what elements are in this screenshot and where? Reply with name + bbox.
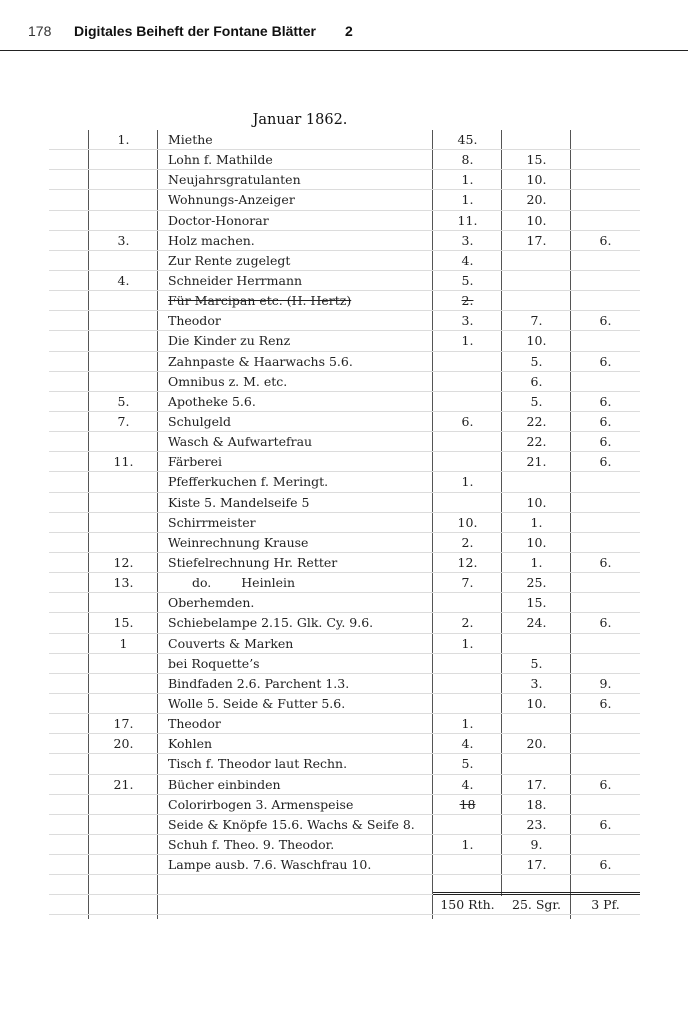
entry-sgr: 10. [526, 333, 547, 349]
entry-sgr: 20. [526, 192, 547, 208]
entry-sgr: 18. [526, 796, 547, 812]
entry-rth: 1. [461, 333, 474, 349]
entry-item: Theodor [168, 716, 221, 732]
entry-rth: 10. [457, 514, 478, 530]
entry-item: Wolle 5. Seide & Futter 5.6. [168, 695, 346, 711]
entry-rth: 2. [461, 534, 474, 550]
ledger-row [49, 553, 640, 573]
entry-item: Bindfaden 2.6. Parchent 1.3. [168, 675, 350, 691]
ledger-row [49, 855, 640, 875]
total-row [49, 895, 640, 915]
entry-sgr: 15. [526, 152, 547, 168]
ledger-row [49, 754, 640, 774]
entry-sgr: 5. [530, 655, 543, 671]
entry-date: 13. [113, 575, 134, 591]
entry-item: Weinrechnung Krause [168, 534, 309, 550]
entry-pf: 6. [599, 615, 612, 631]
ledger-row [49, 472, 640, 492]
ledger-row [49, 372, 640, 392]
entry-pf: 6. [599, 313, 612, 329]
entry-date: 11. [113, 454, 134, 470]
entry-pf: 6. [599, 816, 612, 832]
entry-item: Couverts & Marken [168, 635, 294, 651]
entry-pf: 6. [599, 393, 612, 409]
entry-rth: 45. [457, 132, 478, 147]
entry-rth: 1. [461, 836, 474, 852]
ledger-row [49, 694, 640, 714]
ledger-row [49, 392, 640, 412]
entry-rth: 3. [461, 232, 474, 248]
entry-rth: 1. [461, 635, 474, 651]
entry-date: 20. [113, 736, 134, 752]
entry-item: Bücher einbinden [168, 776, 281, 792]
entry-rth: 12. [457, 554, 478, 570]
entry-sgr: 6. [530, 373, 543, 389]
ledger-row [49, 734, 640, 754]
entry-pf: 6. [599, 554, 612, 570]
entry-item: Miethe [168, 132, 213, 147]
entry-sgr: 20. [526, 736, 547, 752]
ledger-row [49, 412, 640, 432]
entry-item: Kiste 5. Mandelseife 5 [168, 494, 310, 510]
entry-rth: 5. [461, 756, 474, 772]
entry-rth: 7. [461, 575, 474, 591]
entry-item: Lohn f. Mathilde [168, 152, 273, 168]
entry-sgr: 23. [526, 816, 547, 832]
ledger-rows [49, 130, 640, 895]
entry-item: Stiefelrechnung Hr. Retter [168, 554, 338, 570]
entry-item: Wasch & Aufwartefrau [168, 434, 313, 450]
total-rth: 150 Rth. [440, 897, 495, 913]
entry-date: 17. [113, 716, 134, 732]
entry-date: 1. [117, 132, 130, 147]
entry-rth: 6. [461, 413, 474, 429]
entry-rth: 18 [459, 796, 476, 812]
entry-item: Schneider Herrmann [168, 272, 303, 288]
entry-rth: 8. [461, 152, 474, 168]
entry-pf: 6. [599, 454, 612, 470]
ledger-table [49, 130, 640, 915]
entry-date: 21. [113, 776, 134, 792]
entry-item: Für Marcipan etc. (H. Hertz) [168, 293, 352, 309]
table-title: Januar 1862. [252, 112, 348, 128]
ledger-row [49, 190, 640, 210]
entry-sgr: 17. [526, 776, 547, 792]
entry-item: Doctor-Honorar [168, 212, 269, 228]
entry-sgr: 22. [526, 434, 547, 450]
entry-date: 1 [119, 635, 128, 651]
entry-rth: 1. [461, 474, 474, 490]
entry-rth: 1. [461, 716, 474, 732]
entry-item: Apotheke 5.6. [168, 393, 256, 409]
entry-sgr: 10. [526, 212, 547, 228]
ledger-row [49, 432, 640, 452]
entry-date: 7. [117, 413, 130, 429]
ledger-row [49, 593, 640, 613]
entry-sgr: 17. [526, 857, 547, 873]
entry-item: Wohnungs-Anzeiger [168, 192, 295, 208]
entry-item-name: Heinlein [241, 575, 296, 591]
entry-date: 15. [113, 615, 134, 631]
entry-pf: 6. [599, 434, 612, 450]
journal-title: Digitales Beiheft der Fontane Blätter [74, 23, 316, 39]
ledger-row [49, 291, 640, 311]
entry-rth: 1. [461, 192, 474, 208]
entry-sgr: 10. [526, 534, 547, 550]
ledger-row [49, 130, 640, 150]
entry-pf: 6. [599, 695, 612, 711]
entry-sgr: 21. [526, 454, 547, 470]
entry-item: Colorirbogen 3. Armenspeise [168, 796, 354, 812]
entry-rth: 11. [457, 212, 478, 228]
entry-rth: 4. [461, 736, 474, 752]
entry-pf: 6. [599, 413, 612, 429]
sum-double-rule [433, 892, 640, 895]
ledger-row [49, 613, 640, 633]
ledger-row [49, 493, 640, 513]
entry-rth: 2. [461, 293, 474, 309]
entry-rth: 5. [461, 272, 474, 288]
ledger-row [49, 815, 640, 835]
running-head [0, 0, 688, 51]
ledger-row [49, 211, 640, 231]
entry-rth: 4. [461, 776, 474, 792]
entry-item: Kohlen [168, 736, 213, 752]
entry-item [168, 575, 295, 591]
ledger-row [49, 352, 640, 372]
ledger-row [49, 714, 640, 734]
entry-item: Pfefferkuchen f. Meringt. [168, 474, 329, 490]
page-number: 178 [28, 23, 52, 39]
entry-date: 5. [117, 393, 130, 409]
entry-pf: 6. [599, 776, 612, 792]
ledger-row [49, 573, 640, 593]
entry-date: 4. [117, 272, 130, 288]
entry-item: Holz machen. [168, 232, 255, 248]
ledger-row [49, 795, 640, 815]
issue-number: 2 [345, 23, 353, 39]
entry-sgr: 5. [530, 353, 543, 369]
entry-rth: 2. [461, 615, 474, 631]
ledger-row [49, 533, 640, 553]
entry-sgr: 7. [530, 313, 543, 329]
ditto-mark: do. [192, 575, 212, 591]
entry-item: bei Roquette’s [168, 655, 260, 671]
ledger-row [49, 452, 640, 472]
total-sgr: 25. Sgr. [512, 897, 561, 913]
entry-item: Schiebelampe 2.15. Glk. Cy. 9.6. [168, 615, 374, 631]
entry-sgr: 15. [526, 595, 547, 611]
ledger-row [49, 311, 640, 331]
entry-item: Schuh f. Theo. 9. Theodor. [168, 836, 335, 852]
entry-item: Neujahrsgratulanten [168, 172, 301, 188]
entry-sgr: 25. [526, 575, 547, 591]
ledger-row [49, 231, 640, 251]
entry-sgr: 3. [530, 675, 543, 691]
entry-sgr: 10. [526, 494, 547, 510]
entry-date: 3. [117, 232, 130, 248]
entry-item: Schulgeld [168, 413, 232, 429]
entry-item: Schirrmeister [168, 514, 256, 530]
ledger-row [49, 271, 640, 291]
ledger-row [49, 170, 640, 190]
entry-sgr: 1. [530, 514, 543, 530]
ledger-row [49, 634, 640, 654]
entry-sgr: 1. [530, 554, 543, 570]
entry-item: Färberei [168, 454, 223, 470]
ledger-row [49, 835, 640, 855]
ledger-row [49, 150, 640, 170]
ledger-row [49, 674, 640, 694]
entry-item: Zahnpaste & Haarwachs 5.6. [168, 353, 353, 369]
entry-item: Lampe ausb. 7.6. Waschfrau 10. [168, 857, 372, 873]
entry-sgr: 9. [530, 836, 543, 852]
ledger-row [49, 654, 640, 674]
entry-rth: 1. [461, 172, 474, 188]
entry-sgr: 10. [526, 172, 547, 188]
entry-item: Seide & Knöpfe 15.6. Wachs & Seife 8. [168, 816, 415, 832]
entry-sgr: 22. [526, 413, 547, 429]
entry-item: Tisch f. Theodor laut Rechn. [168, 756, 348, 772]
entry-sgr: 24. [526, 615, 547, 631]
entry-sgr: 17. [526, 232, 547, 248]
ledger-row [49, 513, 640, 533]
ledger-row [49, 331, 640, 351]
entry-sgr: 10. [526, 695, 547, 711]
entry-rth: 4. [461, 252, 474, 268]
entry-sgr: 5. [530, 393, 543, 409]
entry-pf: 6. [599, 232, 612, 248]
entry-pf: 9. [599, 675, 612, 691]
entry-item: Omnibus z. M. etc. [168, 373, 288, 389]
total-pf: 3 Pf. [591, 897, 620, 913]
entry-pf: 6. [599, 353, 612, 369]
entry-item: Theodor [168, 313, 221, 329]
entry-item: Zur Rente zugelegt [168, 252, 291, 268]
ledger-row [49, 251, 640, 271]
entry-date: 12. [113, 554, 134, 570]
entry-rth: 3. [461, 313, 474, 329]
entry-item: Oberhemden. [168, 595, 255, 611]
ledger-row [49, 775, 640, 795]
entry-item: Die Kinder zu Renz [168, 333, 291, 349]
entry-pf: 6. [599, 857, 612, 873]
